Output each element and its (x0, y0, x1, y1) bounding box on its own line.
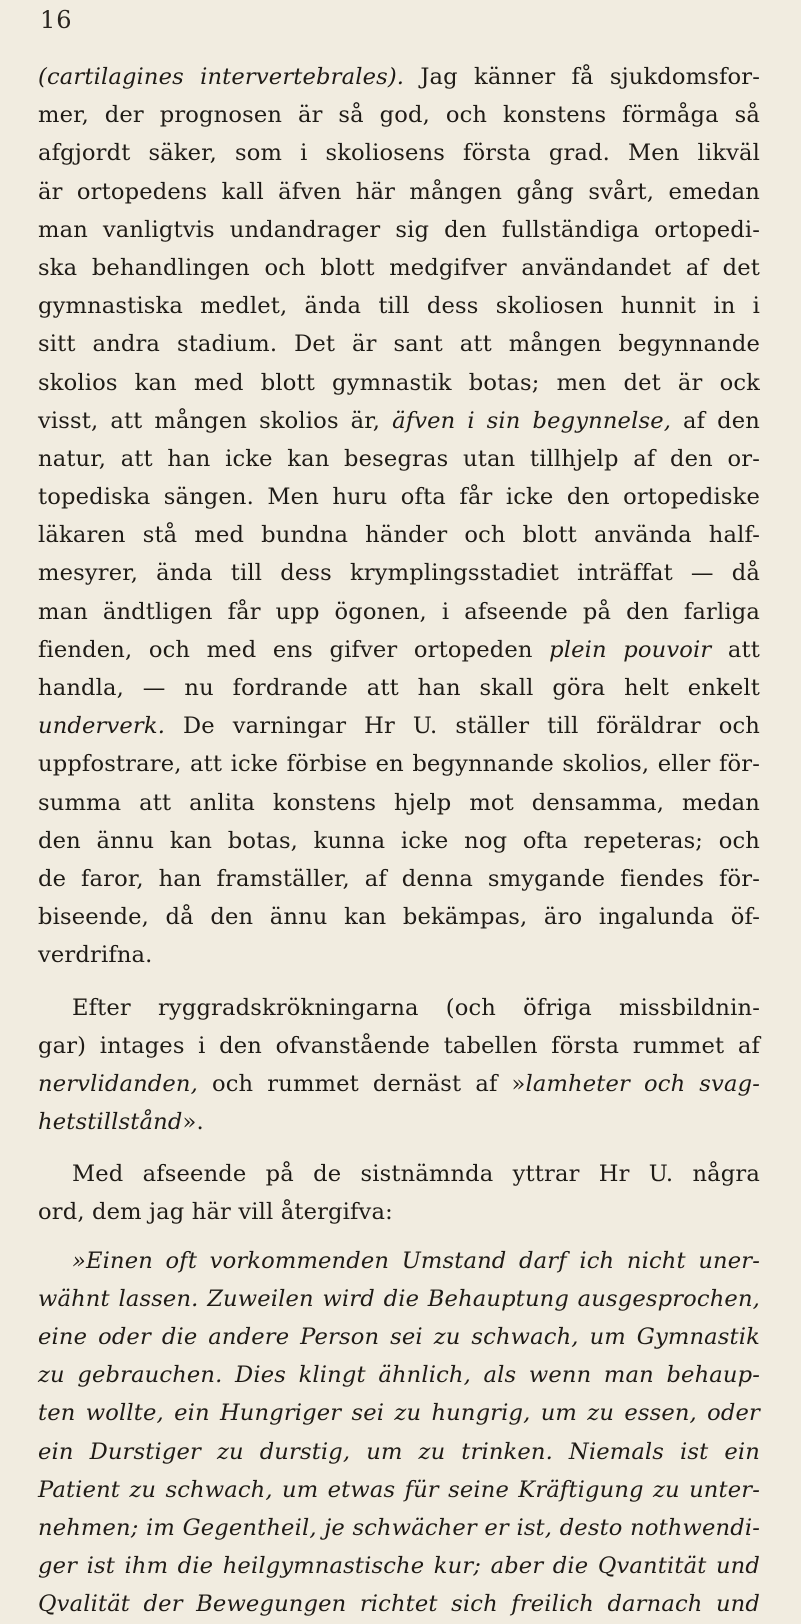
text-line (38, 249, 760, 287)
text-line (38, 134, 760, 172)
text-segment: läkaren stå med bundna händer och blott använda half- (38, 522, 760, 549)
text-line (38, 287, 760, 325)
italic-text: äfven i sin begynnelse, (392, 407, 672, 434)
text-segment: gymnastiska medlet, ända till dess skoliosen hunnit in i (38, 293, 760, 320)
text-segment: Jag känner få sjukdomsfor- (404, 64, 760, 90)
text-segment: mesyrer, ända till dess krymplingsstadiet inträffat — då (38, 560, 760, 587)
text-line (38, 364, 760, 402)
text-line (38, 936, 760, 974)
text-segment: natur, att han icke kan besegras utan tillhjelp af den or- (38, 445, 760, 472)
italic-text: underverk. (38, 713, 166, 740)
text-line (38, 1065, 760, 1103)
text-line (38, 593, 760, 631)
text-segment: sitt andra stadium. Det är sant att mången begynnande (38, 331, 760, 358)
text-segment: verdrifna. (38, 942, 153, 969)
text-segment: Med afseende på de sistnämnda yttrar Hr U. några (72, 1161, 760, 1188)
paragraph-1 (38, 58, 760, 975)
text-line (38, 516, 760, 554)
italic-text: zu gebrauchen. Dies klingt ähnlich, als wenn man behaup- (38, 1362, 760, 1389)
text-line (38, 96, 760, 134)
text-segment: af den (671, 407, 760, 434)
page-number: 16 (40, 6, 73, 34)
paragraph-4-quotation (38, 1242, 760, 1624)
text-segment: att (711, 636, 761, 663)
italic-text: Patient zu schwach, um etwas für seine Kräftigung zu unter- (38, 1476, 760, 1503)
text-line (38, 325, 760, 363)
text-segment: visst, att mången skolios är, (38, 407, 393, 434)
text-segment: summa att anlita konstens hjelp mot densamma, medan (38, 789, 760, 816)
text-line (38, 1356, 760, 1394)
italic-text: hetstillstånd (38, 1109, 183, 1136)
paragraph-2 (38, 989, 760, 1142)
text-line (38, 822, 760, 860)
paragraph-3 (38, 1155, 760, 1231)
text-segment: Efter ryggradskrökningarna (och öfriga missbildnin- (72, 994, 760, 1021)
italic-text: Qvalität der Bewegungen richtet sich freilich darnach und (38, 1591, 760, 1618)
text-segment: den ännu kan botas, kunna icke nog ofta repeteras; och (38, 827, 760, 854)
text-line (38, 1242, 760, 1280)
italic-text: ein Durstiger zu durstig, um zu trinken. Niemals ist ein (38, 1438, 760, 1465)
text-segment: man vanligtvis undandrager sig den fullständiga ortopedi- (38, 216, 760, 243)
italic-text: »Einen oft vorkommenden Umstand darf ich nicht uner- (72, 1247, 760, 1274)
text-line (38, 1027, 760, 1065)
text-segment: De varningar Hr U. ställer till föräldrar och (165, 713, 760, 740)
text-segment: de faror, han framställer, af denna smygande fiendes för- (38, 865, 760, 892)
text-line (38, 745, 760, 783)
italic-text: ger ist ihm die heilgymnastische kur; aber die Qvantität und (38, 1553, 760, 1580)
text-line (38, 784, 760, 822)
text-segment: fienden, och med ens gifver ortopeden (38, 636, 550, 663)
text-line (38, 173, 760, 211)
text-line (38, 669, 760, 707)
text-line (38, 211, 760, 249)
text-line (38, 860, 760, 898)
text-line (38, 478, 760, 516)
text-segment: man ändtligen får upp ögonen, i afseende på den farliga (38, 598, 760, 625)
text-line (38, 58, 760, 96)
text-line (38, 1547, 760, 1585)
text-line (38, 440, 760, 478)
text-segment: och rummet dernäst af » (197, 1070, 526, 1097)
text-line (38, 1280, 760, 1318)
text-line (38, 1394, 760, 1432)
text-segment: topediska sängen. Men huru ofta får icke den ortopediske (38, 484, 760, 511)
text-line (38, 707, 760, 745)
text-segment: gar) intages i den ofvanstående tabellen första rummet af (38, 1032, 760, 1059)
text-line (38, 1585, 760, 1623)
text-segment: skolios kan med blott gymnastik botas; men det är ock (38, 369, 760, 396)
text-line (38, 631, 760, 669)
italic-text: nehmen; im Gegentheil, je schwächer er ist, desto nothwendi- (38, 1514, 760, 1541)
text-line (38, 1433, 760, 1471)
italic-text: plein pouvoir (549, 636, 712, 663)
text-segment: handla, — nu fordrande att han skall göra helt enkelt (38, 675, 760, 701)
text-segment: ord, dem jag här vill återgifva: (38, 1199, 393, 1226)
body-text (38, 58, 760, 1624)
text-segment: uppfostrare, att icke förbise en begynnande skolios, eller för- (38, 751, 760, 778)
text-line (38, 989, 760, 1027)
text-line (38, 1193, 760, 1231)
text-segment: mer, der prognosen är så god, och konstens förmåga så (38, 102, 760, 129)
text-segment: biseende, då den ännu kan bekämpas, äro ingalunda öf- (38, 904, 760, 931)
text-segment: ». (182, 1109, 204, 1136)
italic-text: nervlidanden, (38, 1070, 198, 1097)
text-line (38, 1155, 760, 1193)
italic-text: lamheter och svag- (525, 1070, 760, 1097)
text-line (38, 554, 760, 592)
text-segment: afgjordt säker, som i skoliosens första grad. Men likväl (38, 140, 760, 167)
italic-text: eine oder die andere Person sei zu schwach, um Gymnastik (38, 1324, 760, 1350)
text-segment: är ortopedens kall äfven här mången gång svårt, emedan (38, 178, 760, 205)
italic-text: (cartilagines intervertebrales). (38, 64, 405, 90)
text-line (38, 1509, 760, 1547)
text-line (38, 1103, 760, 1141)
text-line (38, 402, 760, 440)
italic-text: ten wollte, ein Hungriger sei zu hungrig, um zu essen, oder (38, 1400, 760, 1427)
italic-text: wähnt lassen. Zuweilen wird die Behauptung ausgesprochen, (38, 1285, 760, 1312)
text-segment: ska behandlingen och blott medgifver användandet af det (38, 254, 760, 281)
text-line (38, 1471, 760, 1509)
text-line (38, 898, 760, 936)
